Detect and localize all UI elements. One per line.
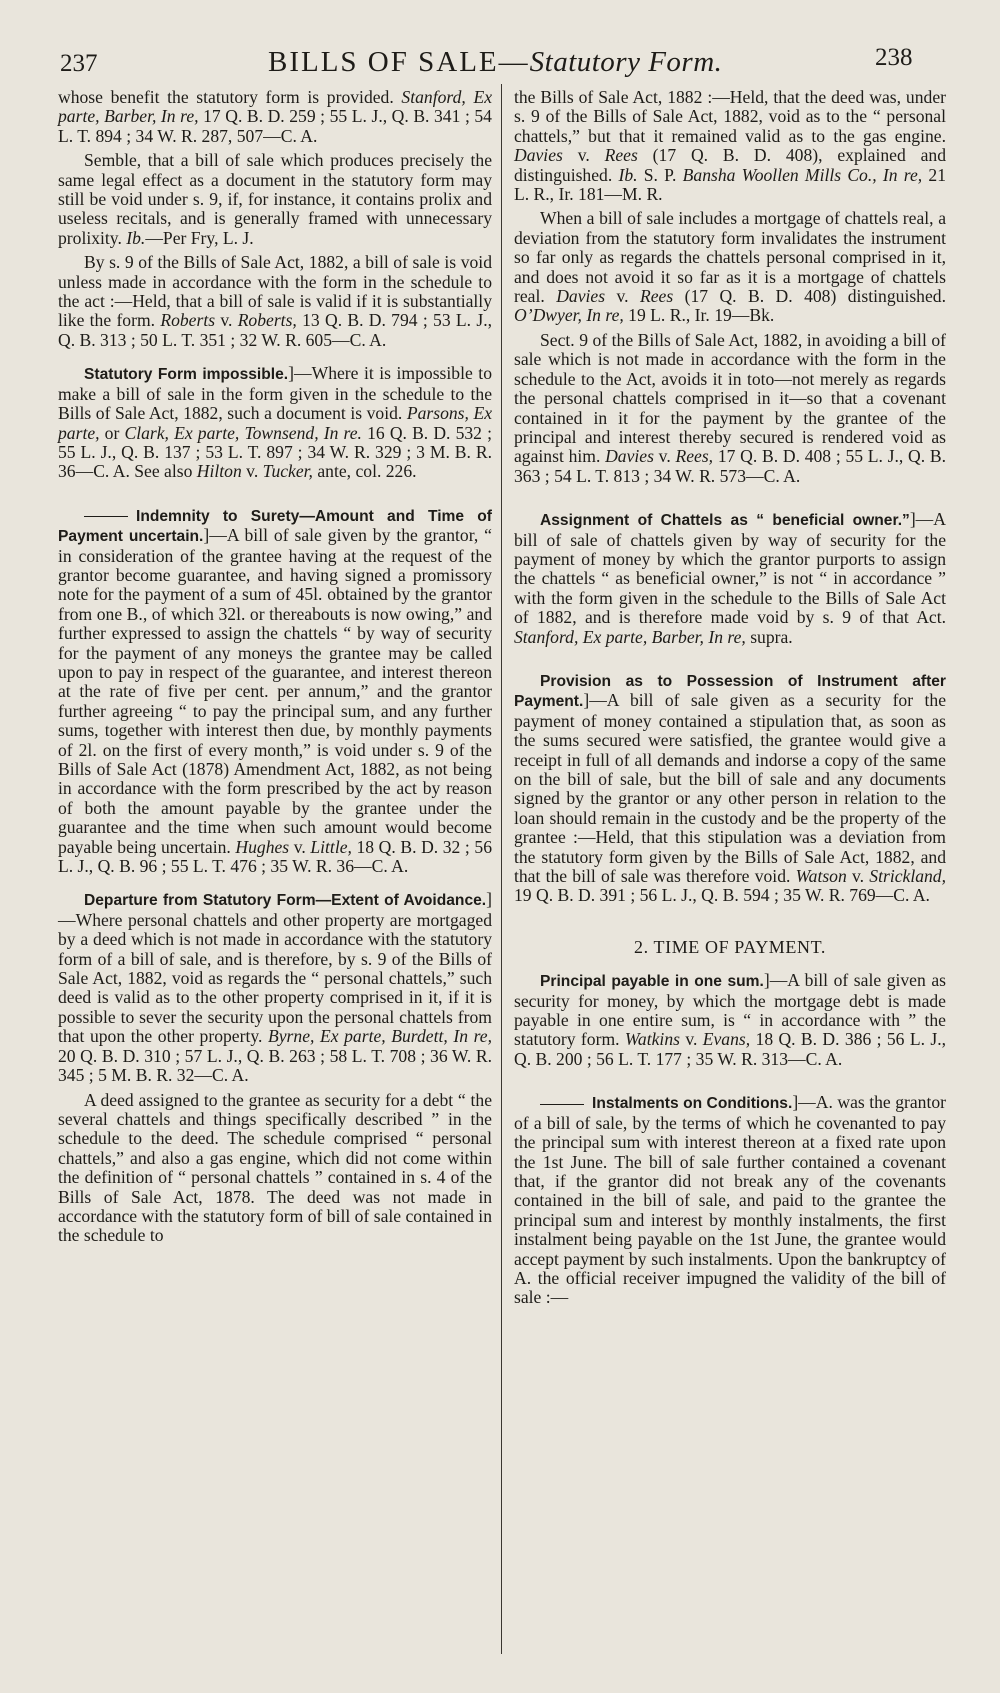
- digest-entry: [514, 971, 946, 1069]
- digest-entry: [514, 510, 946, 647]
- case-citation: Stanford, Ex parte, Barber, In re,: [514, 626, 746, 647]
- heading-dash: [540, 1104, 584, 1105]
- case-citation: Watkins: [624, 1029, 680, 1050]
- case-citation: Hughes: [235, 836, 290, 857]
- text-run: 16 Q. B. D. 532 ; 55 L. J., Q. B. 137 ; 53 L. T. 897 ; 34 W. R. 329 ; 3 M. B. R. 36—C. A. See also: [58, 422, 493, 482]
- case-citation: Ib.: [618, 164, 638, 185]
- case-citation: Davies: [514, 145, 563, 166]
- digest-entry: [514, 1093, 946, 1307]
- case-citation: Bansha Woollen Mills Co., In re,: [682, 164, 923, 185]
- text-run: S. P.: [637, 164, 683, 185]
- case-citation: Stanford, Ex parte, Barber, In re,: [58, 87, 492, 127]
- entry-heading: Assignment of Chattels as “ beneficial owner.”: [540, 512, 910, 530]
- text-run: v.: [846, 866, 870, 887]
- case-citation: Ib.: [126, 227, 146, 248]
- continued-paragraph: [514, 88, 946, 204]
- case-citation: Davies: [605, 446, 654, 467]
- case-citation: Rees: [639, 286, 674, 307]
- column-divider: [501, 84, 502, 1654]
- entry-heading: Statutory Form impossible.: [84, 366, 289, 384]
- text-run: ]—A bill of sale given as a security for the payment of money contained a stipulation that, as soon as the sums secured were satisfied, the grantee would give a receipt in full of all demands and indorse a copy of the same on the bill of sale, but the bill of sale and any documents signed by the grantor or any other person in relation to the loan should remain in the custody and be the property of the grantee :—Held, that this stipulation was a deviation from the statutory form given by the Bills of Sale Act, 1882, and that the bill of sale was therefore void.: [514, 690, 946, 887]
- text-run: 18 Q. B. D. 386 ; 56 L. J., Q. B. 200 ; 56 L. T. 177 ; 35 W. R. 313—C. A.: [514, 1029, 946, 1069]
- text-run: A deed assigned to the grantee as security for a debt “ the several chattels and things specifically described ” in the schedule to the deed. The schedule comprised “ personal chattels,” and also a gas engine, which did not come within the definition of “ personal chattels ” contained in s. 4 of the Bills of Sale Act, 1878. The deed was not made in accordance with the statutory form of bill of sale contained in the schedule to: [58, 1089, 492, 1246]
- entry-heading: Provision as to Possession of Instrument after Payment.: [514, 672, 946, 711]
- text-run: v.: [241, 461, 263, 482]
- text-run: 21 L. R., Ir. 181—M. R.: [514, 164, 946, 205]
- text-run: ]—Where it is impossible to make a bill of sale in the form given in the schedule to the Bills of Sale Act, 1882, such a document is void.: [58, 363, 492, 424]
- case-citation: Tucker,: [262, 461, 313, 482]
- text-run: (17 Q. B. D. 408) distinguished.: [673, 286, 946, 307]
- text-run: the Bills of Sale Act, 1882 :—Held, that the deed was, under s. 9 of the Bills of Sale Act, 1882, void as to the “ personal chattels,” but that it remained valid as to the gas engine.: [514, 87, 946, 146]
- text-run: Semble, that a bill of sale which produces precisely the same legal effect as a document in the statutory form may still be void under s. 9, if, for instance, it contains prolix and useless recitals, and is generally framed with unnecessary prolixity.: [58, 150, 492, 248]
- text-run: v.: [215, 310, 238, 331]
- case-citation: Rees: [604, 145, 638, 166]
- section-heading: 2. TIME OF PAYMENT.: [634, 936, 826, 957]
- text-run: v.: [653, 446, 676, 467]
- case-citation: O’Dwyer, In re,: [514, 305, 624, 326]
- heading-dash: [84, 516, 128, 517]
- case-citation: Watson: [795, 866, 847, 887]
- case-citation: Hilton: [196, 461, 242, 482]
- running-header: [0, 40, 1000, 84]
- case-citation: Parsons, Ex parte,: [58, 403, 492, 443]
- case-citation: Rees,: [675, 446, 714, 467]
- case-citation: Clark, Ex parte, Townsend, In re.: [124, 422, 362, 443]
- text-run: —Per Fry, L. J.: [145, 227, 254, 248]
- text-run: supra.: [745, 626, 793, 647]
- text-run: 19 Q. B. D. 391 ; 56 L. J., Q. B. 594 ; 35 W. R. 769—C. A.: [514, 885, 930, 906]
- text-run: ]—Where personal chattels and other property are mortgaged by a deed which is not made in accordance with the statutory form of a bill of sale, and is therefore, by s. 9 of the Bills of Sale Act, 1882, void as regards the “ personal chattels,” such deed is valid as to the other property comprised in it, if it is possible to sever the security upon the personal chattels from that upon the other property.: [58, 889, 492, 1047]
- case-paragraph: [58, 1091, 492, 1246]
- case-paragraph: [514, 209, 946, 325]
- left-column: [58, 88, 492, 1246]
- text-run: v.: [562, 145, 605, 166]
- digest-entry: [58, 364, 492, 481]
- text-run: 17 Q. B. D. 408 ; 55 L. J., Q. B. 363 ; 54 L. T. 813 ; 34 W. R. 573—C. A.: [514, 446, 947, 486]
- text-run: ]—A bill of sale of chattels given by way of security for the payment of money by which the grantor purports to assign the chattels “ as beneficial owner,” is not “ in accordance ” with the form given in the schedule to the Bills of Sale Act of 1882, and is therefore made void by s. 9 of that Act.: [514, 509, 946, 628]
- case-citation: Roberts,: [237, 310, 297, 331]
- page-number-right: 238: [875, 44, 913, 71]
- text-run: 13 Q. B. D. 794 ; 53 L. J., Q. B. 313 ; 50 L. T. 351 ; 32 W. R. 605—C. A.: [58, 310, 492, 350]
- case-citation: Strickland,: [869, 866, 946, 887]
- text-run: 17 Q. B. D. 259 ; 55 L. J., Q. B. 341 ; 54 L. T. 894 ; 34 W. R. 287, 507—C. A.: [58, 106, 492, 146]
- running-title: [268, 46, 722, 79]
- case-citation: Evans,: [702, 1029, 751, 1050]
- text-run: ]—A. was the grantor of a bill of sale, by the terms of which he covenanted to pay the principal sum with interest thereon at a fixed rate upon the 1st June. The bill of sale further contained a covenant that, if the grantor did not break any of the covenants contained in the bill of sale, and paid to the grantee the principal sum and interest by monthly instalments, the first instalment being payable on the 1st June, the grantee would accept payment by such instalments. Upon the bankruptcy of A. the official receiver impugned the validity of the bill of sale :—: [514, 1092, 946, 1308]
- case-citation: Byrne, Ex parte, Burdett, In re,: [268, 1026, 492, 1047]
- case-paragraph: [58, 151, 492, 248]
- text-run: Sect. 9 of the Bills of Sale Act, 1882, in avoiding a bill of sale which is not made in accordance with the form in the schedule to the Act, avoids it in toto—not merely as regards the personal chattels comprised in it—so that a covenant contained in it for the payment by the grantee of the principal and interest thereby secured is rendered void as against him.: [514, 329, 946, 467]
- text-run: v.: [289, 836, 311, 857]
- case-citation: Little,: [310, 836, 352, 857]
- digest-entry: [58, 506, 492, 877]
- case-paragraph: [514, 331, 946, 486]
- digest-entry: [514, 671, 946, 906]
- text-run: v.: [605, 286, 640, 307]
- text-run: whose benefit the statutory form is provided.: [58, 87, 402, 107]
- text-run: When a bill of sale includes a mortgage of chattels real, a deviation from the statutory form invalidates the instrument so far only as regards the chattels personal comprised in it, and does not avoid it so far as it is a mortgage of chattels real.: [514, 208, 946, 307]
- text-run: (17 Q. B. D. 408), explained and distinguished.: [514, 145, 946, 185]
- entry-heading: Indemnity to Surety—Amount and Time of Payment uncertain.: [58, 507, 492, 546]
- text-run: 19 L. R., Ir. 19—Bk.: [623, 305, 775, 326]
- case-citation: Davies: [556, 286, 606, 307]
- text-run: 20 Q. B. D. 310 ; 57 L. J., Q. B. 263 ; 58 L. T. 708 ; 36 W. R. 345 ; 5 M. B. R. 32—C. A.: [58, 1045, 492, 1086]
- text-run: By s. 9 of the Bills of Sale Act, 1882, a bill of sale is void unless made in accordance with the form in the schedule to the act :—Held, that a bill of sale is valid if it is substantially like the form.: [58, 252, 492, 331]
- running-title-italic: Statutory Form.: [529, 46, 723, 78]
- case-paragraph: [58, 253, 492, 350]
- text-run: ]—A bill of sale given by the grantor, “ in consideration of the grantee having at the request of the grantor become guarantee, and having signed a promissory note for the payment of a sum of 45l. obtained by the grantor from one B., of which 32l. or thereabouts is now owing,” and further expressed to assign the chattels “ by way of security for the payment of any moneys the grantee may be called upon to pay in respect of the guarantee, and interest thereon at the rate of five per cent. per annum,” and the grantor further agreeing “ to pay the principal sum, and any further sums, together with interest then due, by monthly payments of 2l. on the first of every month,” is void under s. 9 of the Bills of Sale Act (1878) Amendment Act, 1882, as not being in accordance with the form prescribed by the act by reason of both the amount payable by the grantee under the guarantee and the time when such amount would become payable being uncertain.: [58, 525, 492, 857]
- right-column: [514, 88, 946, 1308]
- text-run: ]—A bill of sale given as security for money, by which the mortgage debt is made payable in one entire sum, is “ in accordance with ” the statutory form.: [514, 970, 946, 1050]
- text-run: or: [99, 422, 125, 443]
- digest-entry: [58, 890, 492, 1085]
- entry-heading: Principal payable in one sum.: [540, 973, 764, 991]
- entry-heading: Instalments on Conditions.: [592, 1095, 793, 1113]
- text-run: 18 Q. B. D. 32 ; 56 L. J., Q. B. 96 ; 55 L. T. 476 ; 35 W. R. 36—C. A.: [58, 836, 492, 877]
- entry-heading: Departure from Statutory Form—Extent of Avoidance.: [84, 892, 487, 910]
- text-run: ante, col. 226.: [312, 461, 417, 482]
- text-run: v.: [679, 1029, 703, 1050]
- case-citation: Roberts: [160, 310, 216, 331]
- continued-paragraph: [58, 88, 492, 146]
- running-title-main: BILLS OF SALE—: [268, 46, 530, 78]
- page-number-left: 237: [60, 50, 98, 77]
